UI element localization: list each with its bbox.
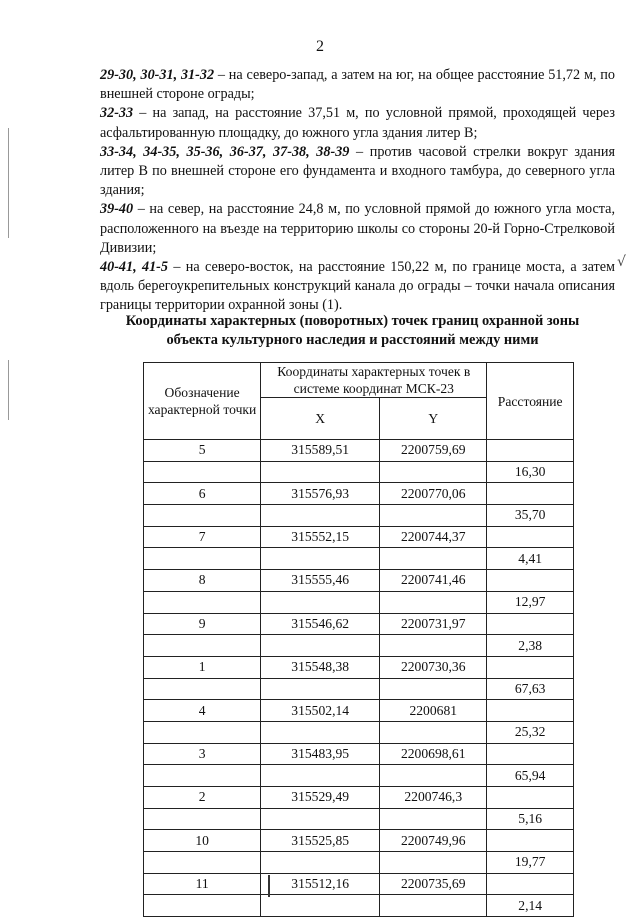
point-row [144, 526, 574, 548]
empty-cell [261, 461, 380, 483]
distance-row [144, 461, 574, 483]
header-point: Обозначение характерной точки [144, 363, 261, 440]
distance-value: 4,41 [487, 548, 574, 570]
scan-margin-mark [8, 360, 9, 420]
paragraph [100, 66, 615, 104]
x-value: 315555,46 [261, 570, 380, 592]
distance-row [144, 895, 574, 917]
empty-cell [380, 548, 487, 570]
point-row [144, 787, 574, 809]
paragraph [100, 200, 615, 258]
empty-cell [144, 895, 261, 917]
x-value: 315552,15 [261, 526, 380, 548]
page-number: 2 [316, 38, 324, 55]
paragraph [100, 143, 615, 201]
distance-spacer [487, 440, 574, 462]
empty-cell [261, 505, 380, 527]
y-value: 2200730,36 [380, 656, 487, 678]
distance-value: 19,77 [487, 852, 574, 874]
distance-row [144, 808, 574, 830]
segment-code: 29-30, 30-31, 31-32 [100, 67, 215, 83]
empty-cell [144, 505, 261, 527]
point-label: 9 [144, 613, 261, 635]
y-value: 2200698,61 [380, 743, 487, 765]
distance-row [144, 852, 574, 874]
point-label: 6 [144, 483, 261, 505]
x-value: 315546,62 [261, 613, 380, 635]
empty-cell [261, 808, 380, 830]
point-row [144, 743, 574, 765]
empty-cell [380, 591, 487, 613]
x-value: 315548,38 [261, 656, 380, 678]
distance-row [144, 765, 574, 787]
point-label: 3 [144, 743, 261, 765]
distance-spacer [487, 873, 574, 895]
x-value: 315589,51 [261, 440, 380, 462]
empty-cell [144, 678, 261, 700]
distance-value: 12,97 [487, 591, 574, 613]
empty-cell [261, 635, 380, 657]
distance-value: 16,30 [487, 461, 574, 483]
empty-cell [261, 678, 380, 700]
empty-cell [380, 808, 487, 830]
point-row [144, 570, 574, 592]
point-row [144, 830, 574, 852]
y-value: 2200735,69 [380, 873, 487, 895]
paragraph [100, 104, 615, 142]
distance-value: 67,63 [487, 678, 574, 700]
segment-code: 33-34, 34-35, 35-36, 36-37, 37-38, 38-39 [100, 143, 350, 160]
empty-cell [380, 635, 487, 657]
empty-cell [144, 852, 261, 874]
empty-cell [261, 548, 380, 570]
point-row [144, 656, 574, 678]
scan-foot-mark [268, 875, 270, 897]
x-value: 315525,85 [261, 830, 380, 852]
empty-cell [380, 461, 487, 483]
y-value: 2200746,3 [380, 787, 487, 809]
segment-text: – против часовой стрелки вокруг здания литер В по внешней стороне его фундамента и входного тамбура, до северного угла здания; [100, 143, 615, 199]
point-label: 4 [144, 700, 261, 722]
point-row [144, 613, 574, 635]
distance-row [144, 591, 574, 613]
segment-code: 32-33 [100, 105, 134, 122]
x-value: 315483,95 [261, 743, 380, 765]
point-row [144, 873, 574, 895]
y-value: 2200731,97 [380, 613, 487, 635]
y-value: 2200744,37 [380, 526, 487, 548]
point-label: 1 [144, 656, 261, 678]
header-distance: Расстояние [487, 363, 574, 440]
x-value: 315529,49 [261, 787, 380, 809]
distance-spacer [487, 743, 574, 765]
distance-spacer [487, 526, 574, 548]
distance-value: 35,70 [487, 505, 574, 527]
empty-cell [144, 721, 261, 743]
distance-spacer [487, 483, 574, 505]
header-x: X [261, 398, 380, 440]
distance-row [144, 635, 574, 657]
empty-cell [380, 505, 487, 527]
segment-text: – на запад, на расстояние 37,51 м, по условной прямой, проходящей через асфальтированную площадку, до южного угла здания литер В; [100, 105, 615, 141]
distance-spacer [487, 700, 574, 722]
distance-value: 2,14 [487, 895, 574, 917]
empty-cell [261, 591, 380, 613]
y-value: 2200759,69 [380, 440, 487, 462]
empty-cell [144, 808, 261, 830]
header-y: Y [380, 398, 487, 440]
table-heading [90, 312, 615, 350]
check-mark-icon: √ [617, 254, 626, 270]
empty-cell [380, 852, 487, 874]
point-label: 5 [144, 440, 261, 462]
point-row [144, 483, 574, 505]
y-value: 2200741,46 [380, 570, 487, 592]
point-label: 8 [144, 570, 261, 592]
x-value: 315512,16 [261, 873, 380, 895]
point-label: 2 [144, 787, 261, 809]
point-label: 7 [144, 526, 261, 548]
table-heading-line: объекта культурного наследия и расстояний между ними [166, 332, 539, 348]
point-row [144, 700, 574, 722]
y-value: 2200749,96 [380, 830, 487, 852]
segment-text: – на северо-восток, на расстояние 150,22 м, по границе моста, а затем вдоль берегоукрепительных конструкций канала до ограды – точки начала описания границы территории охранной зоны (1). [100, 259, 615, 314]
empty-cell [144, 635, 261, 657]
x-value: 315502,14 [261, 700, 380, 722]
y-value: 2200681 [380, 700, 487, 722]
header-coords-group: Координаты характерных точек в системе координат МСК-23 [261, 363, 487, 398]
route-description [100, 66, 615, 316]
distance-spacer [487, 787, 574, 809]
coordinates-table [143, 362, 574, 917]
empty-cell [144, 591, 261, 613]
segment-text: – на север, на расстояние 24,8 м, по условной прямой до южного угла моста, расположенного на въезде на территорию школы со стороны 20-й Горно-Стрелковой Дивизии; [100, 201, 615, 256]
distance-row [144, 548, 574, 570]
point-label: 10 [144, 830, 261, 852]
distance-spacer [487, 570, 574, 592]
distance-value: 65,94 [487, 765, 574, 787]
empty-cell [261, 895, 380, 917]
distance-row [144, 678, 574, 700]
point-label: 11 [144, 873, 261, 895]
empty-cell [261, 765, 380, 787]
empty-cell [261, 852, 380, 874]
x-value: 315576,93 [261, 483, 380, 505]
distance-value: 25,32 [487, 721, 574, 743]
table-heading-line: Координаты характерных (поворотных) точек границ охранной зоны [125, 313, 580, 329]
distance-spacer [487, 613, 574, 635]
segment-code: 39-40 [100, 201, 134, 218]
distance-spacer [487, 830, 574, 852]
y-value: 2200770,06 [380, 483, 487, 505]
distance-row [144, 505, 574, 527]
segment-code: 40-41, 41-5 [100, 259, 168, 276]
segment-text: – на северо-запад, а затем на юг, на общее расстояние 51,72 м, по внешней стороне ограды; [100, 67, 615, 103]
empty-cell [261, 721, 380, 743]
empty-cell [380, 765, 487, 787]
empty-cell [380, 721, 487, 743]
point-row [144, 440, 574, 462]
paragraph [100, 258, 615, 316]
distance-value: 2,38 [487, 635, 574, 657]
scan-margin-mark [8, 128, 9, 238]
distance-value: 5,16 [487, 808, 574, 830]
empty-cell [380, 895, 487, 917]
empty-cell [144, 765, 261, 787]
distance-row [144, 721, 574, 743]
empty-cell [144, 461, 261, 483]
empty-cell [380, 678, 487, 700]
distance-spacer [487, 656, 574, 678]
empty-cell [144, 548, 261, 570]
